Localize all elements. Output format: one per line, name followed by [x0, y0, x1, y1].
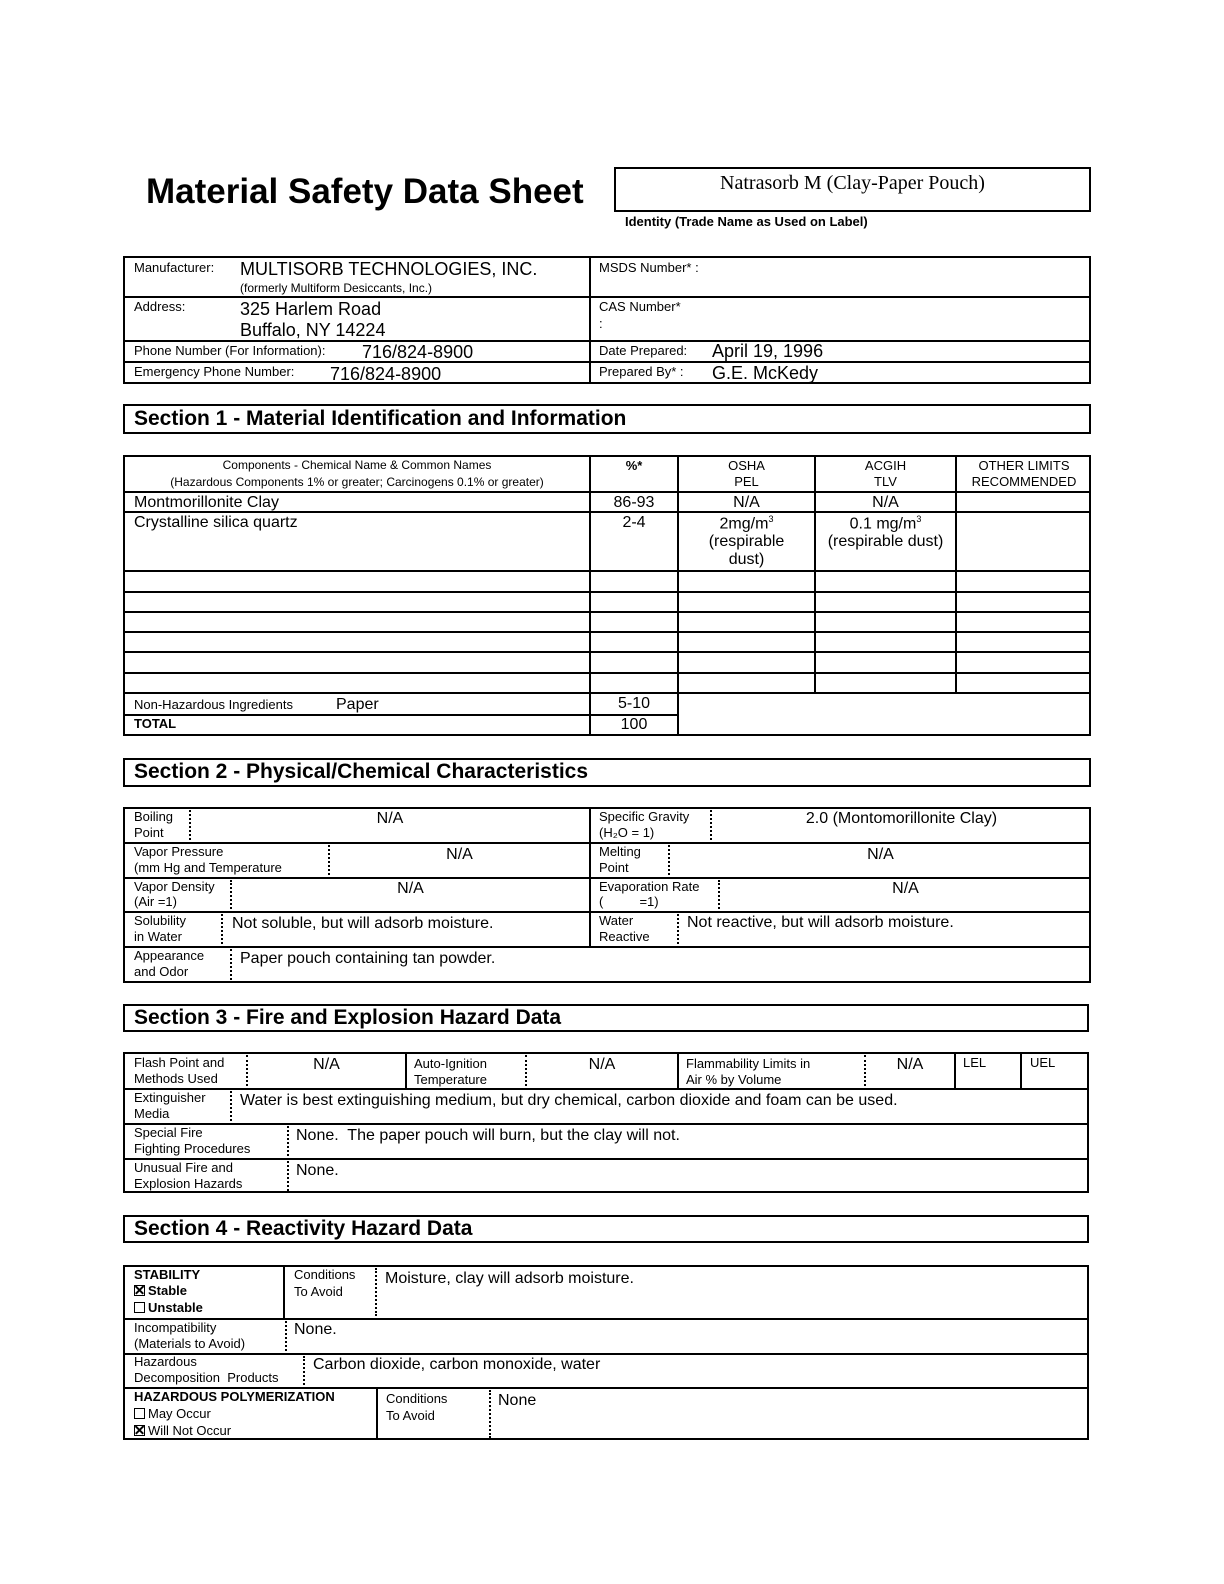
prepared-value: G.E. McKedy [712, 363, 819, 383]
evap-value: N/A [892, 880, 919, 897]
address-line2: Buffalo, NY 14224 [240, 320, 386, 340]
incompat-label-1: Incompatibility [134, 1320, 217, 1335]
evap-label-1: Evaporation Rate [599, 879, 700, 894]
manufacturer-note: (formerly Multiform Desiccants, Inc.) [240, 281, 433, 295]
flam-label-2: Air % by Volume [686, 1072, 782, 1087]
unstable-option [134, 1301, 203, 1316]
vdensity-value: N/A [397, 880, 424, 897]
will-not-checkbox [134, 1425, 145, 1436]
section3-title: Section 3 - Fire and Explosion Hazard Data [134, 1006, 562, 1029]
component-acgih [816, 514, 955, 534]
unstable-label: Unstable [148, 1300, 203, 1315]
cas-colon: : [599, 316, 603, 331]
stability-cond-1: Conditions [294, 1267, 356, 1282]
page-title: Material Safety Data Sheet [146, 172, 584, 211]
may-occur-label: May Occur [148, 1406, 211, 1421]
vdensity-label-1: Vapor Density [134, 879, 215, 894]
total-label: TOTAL [134, 716, 177, 731]
component-name: Crystalline silica quartz [134, 514, 298, 531]
sg-label-2: (H₂O = 1) [599, 825, 655, 840]
boiling-label-2: Point [134, 825, 164, 840]
poly-value: None [498, 1392, 537, 1409]
section1-title: Section 1 - Material Identification and Information [134, 407, 627, 430]
component-osha [679, 514, 814, 534]
stable-option [134, 1284, 187, 1299]
incompat-label-2: (Materials to Avoid) [134, 1336, 246, 1351]
head-acgih-1: ACGIH [864, 458, 907, 473]
autoign-label-2: Temperature [414, 1072, 487, 1087]
vapor-label-1: Vapor Pressure [134, 844, 224, 859]
flam-value: N/A [896, 1056, 924, 1073]
stable-label: Stable [148, 1283, 188, 1298]
special-value: None. The paper pouch will burn, but the clay will not. [296, 1127, 680, 1144]
incompat-value: None. [294, 1321, 337, 1338]
special-label-2: Fighting Procedures [134, 1141, 251, 1156]
address-line1: 325 Harlem Road [240, 299, 382, 319]
solubility-label-2: in Water [134, 929, 182, 944]
component-pct: 2-4 [622, 514, 646, 531]
head-acgih-2: TLV [874, 474, 897, 489]
appearance-label-1: Appearance [134, 948, 205, 963]
non-haz-label: Non-Hazardous Ingredients [134, 697, 293, 712]
component-osha-line2: (respirable [708, 533, 785, 550]
melting-label-2: Point [599, 860, 629, 875]
boiling-label-1: Boiling [134, 809, 174, 824]
autoign-value: N/A [588, 1056, 616, 1073]
ext-label-1: Extinguisher [134, 1090, 206, 1105]
emergency-value: 716/824-8900 [330, 364, 442, 384]
head-components-1: Components - Chemical Name & Common Names [222, 458, 492, 472]
address-label: Address: [134, 299, 186, 314]
vapor-value: N/A [446, 846, 473, 863]
will-not-option [134, 1424, 231, 1439]
osha-sup: 3 [768, 514, 774, 524]
component-pct: 86-93 [613, 494, 655, 511]
appearance-label-2: and Odor [134, 964, 189, 979]
date-value: April 19, 1996 [712, 341, 824, 361]
poly-cond-1: Conditions [386, 1391, 448, 1406]
osha-value: 2mg/m [719, 515, 769, 533]
decomp-label-2: Decomposition Products [134, 1370, 279, 1385]
lel-label: LEL [963, 1055, 987, 1070]
phone-value: 716/824-8900 [362, 342, 474, 362]
poly-cond-2: To Avoid [386, 1408, 435, 1423]
prepared-label: Prepared By* : [599, 364, 684, 379]
flash-value: N/A [313, 1056, 340, 1073]
vdensity-label-2: (Air =1) [134, 894, 177, 909]
will-not-label: Will Not Occur [148, 1423, 232, 1438]
stable-checkbox [134, 1285, 145, 1296]
phone-label: Phone Number (For Information): [134, 343, 326, 358]
unusual-label-1: Unusual Fire and [134, 1160, 233, 1175]
head-other-2: RECOMMENDED [971, 474, 1077, 489]
ext-label-2: Media [134, 1106, 170, 1121]
sg-label-1: Specific Gravity [599, 809, 690, 824]
msds-label: MSDS Number* : [599, 260, 699, 275]
section4-title: Section 4 - Reactivity Hazard Data [134, 1217, 473, 1240]
flash-label-2: Methods Used [134, 1071, 218, 1086]
component-acgih-line2: (respirable dust) [827, 533, 944, 550]
water-label-2: Reactive [599, 929, 650, 944]
head-pct: %* [625, 458, 643, 473]
may-occur-checkbox [134, 1408, 145, 1419]
uel-label: UEL [1030, 1055, 1056, 1070]
head-osha-2: PEL [734, 474, 759, 489]
solubility-label-1: Solubility [134, 913, 187, 928]
trade-name: Natrasorb M (Clay-Paper Pouch) [720, 172, 985, 194]
cas-label: CAS Number* [599, 299, 681, 314]
unusual-value: None. [296, 1162, 339, 1179]
non-haz-pct: 5-10 [617, 695, 651, 712]
water-label-1: Water [599, 913, 634, 928]
head-osha-1: OSHA [728, 458, 765, 473]
autoign-label-1: Auto-Ignition [414, 1056, 487, 1071]
solubility-value: Not soluble, but will adsorb moisture. [232, 915, 494, 932]
unstable-checkbox [134, 1302, 145, 1313]
stability-value: Moisture, clay will adsorb moisture. [385, 1270, 634, 1287]
emergency-label: Emergency Phone Number: [134, 364, 295, 379]
boiling-value: N/A [376, 810, 404, 827]
non-haz-name: Paper [336, 696, 379, 713]
manufacturer-name: MULTISORB TECHNOLOGIES, INC. [240, 259, 538, 279]
flam-label-1: Flammability Limits in [686, 1056, 811, 1071]
ext-value: Water is best extinguishing medium, but dry chemical, carbon dioxide and foam can be used. [240, 1092, 898, 1109]
unusual-label-2: Explosion Hazards [134, 1176, 243, 1191]
head-other-1: OTHER LIMITS [978, 458, 1070, 473]
may-occur-option [134, 1407, 211, 1422]
poly-label: HAZARDOUS POLYMERIZATION [134, 1389, 335, 1404]
acgih-value: 0.1 mg/m [849, 515, 917, 533]
component-acgih: N/A [872, 494, 899, 511]
vapor-label-2: (mm Hg and Temperature [134, 860, 282, 875]
date-label: Date Prepared: [599, 343, 688, 358]
evap-label-2: ( =1) [599, 894, 659, 909]
component-name: Montmorillonite Clay [134, 494, 279, 511]
decomp-value: Carbon dioxide, carbon monoxide, water [313, 1356, 601, 1373]
stability-cond-2: To Avoid [294, 1284, 343, 1299]
melting-value: N/A [867, 846, 894, 863]
section2-title: Section 2 - Physical/Chemical Characteristics [134, 760, 589, 783]
flash-label-1: Flash Point and [134, 1055, 225, 1070]
component-osha-line3: dust) [728, 551, 765, 568]
sg-value: 2.0 (Montomorillonite Clay) [805, 810, 998, 827]
appearance-value: Paper pouch containing tan powder. [240, 950, 496, 967]
component-osha: N/A [733, 494, 760, 511]
stability-label: STABILITY [134, 1267, 201, 1282]
water-value: Not reactive, but will adsorb moisture. [687, 914, 954, 931]
head-components-2: (Hazardous Components 1% or greater; Carcinogens 0.1% or greater) [170, 475, 544, 489]
acgih-sup: 3 [916, 514, 922, 524]
special-label-1: Special Fire [134, 1125, 203, 1140]
decomp-label-1: Hazardous [134, 1354, 197, 1369]
manufacturer-label: Manufacturer: [134, 260, 215, 275]
melting-label-1: Melting [599, 844, 641, 859]
total-value: 100 [620, 716, 648, 733]
trade-name-caption: Identity (Trade Name as Used on Label) [625, 214, 868, 229]
